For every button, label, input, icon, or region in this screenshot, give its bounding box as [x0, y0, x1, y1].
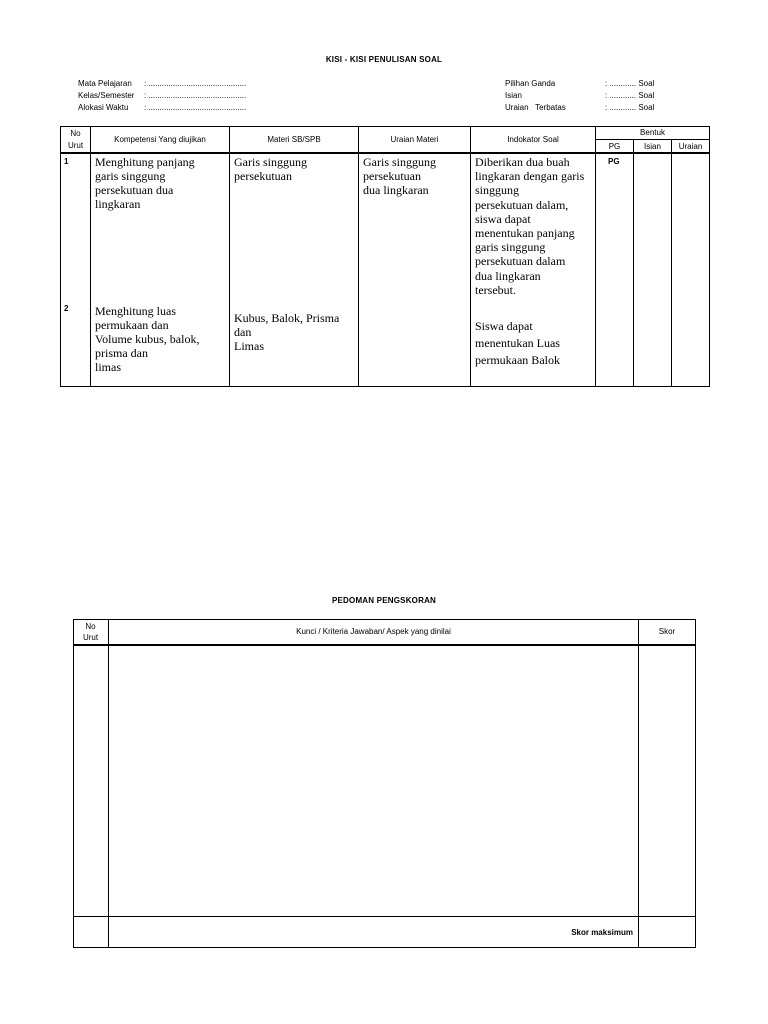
info-uraian-terbatas	[505, 102, 654, 114]
info-mata-pelajaran	[78, 78, 246, 90]
header-isian: Isian	[644, 142, 661, 151]
info-value: : ............................................	[144, 79, 247, 88]
pedoman-title: PEDOMAN PENGSKORAN	[331, 596, 437, 605]
row-1-indikator: Diberikan dua buah lingkaran dengan garis singgung persekutuan dalam, siswa dapat menentukan panjang garis singgung persekutuan dalam dua lingkaran tersebut.	[475, 155, 585, 297]
table-col-line	[633, 139, 634, 387]
pedoman-col-line	[638, 619, 639, 948]
info-kelas-semester	[78, 90, 246, 102]
info-label: Alokasi Waktu	[78, 103, 129, 112]
pedoman-header-kunci: Kunci / Kriteria Jawaban/ Aspek yang dinilai	[296, 627, 451, 636]
info-alokasi-waktu	[78, 102, 246, 114]
header-uraian-materi: Uraian Materi	[390, 135, 439, 144]
row-1-uraian-materi: Garis singgung persekutuan dua lingkaran	[363, 155, 436, 197]
table-border-top	[60, 126, 710, 127]
header-no-urut: No Urut	[67, 129, 84, 150]
pedoman-col-line	[695, 619, 696, 948]
table-col-line	[229, 126, 230, 387]
row-1-materi: Garis singgung persekutuan	[234, 155, 307, 183]
pedoman-header-skor: Skor	[658, 627, 676, 636]
table-col-line	[595, 126, 596, 387]
row-2-kompetensi: Menghitung luas permukaan dan Volume kubus, balok, prisma dan limas	[95, 304, 200, 374]
info-isian	[505, 90, 654, 102]
pedoman-border-top	[73, 619, 696, 620]
info-label: Kelas/Semester	[78, 91, 135, 100]
table-col-line	[358, 126, 359, 387]
row-2-no: 2	[64, 304, 69, 313]
info-label: Isian	[505, 91, 522, 100]
table-col-line	[470, 126, 471, 387]
skor-maksimum-label: Skor maksimum	[571, 928, 633, 937]
header-kompetensi: Kompetensi Yang diujikan	[114, 135, 206, 144]
info-label: Uraian Terbatas	[505, 103, 566, 112]
pedoman-header-bottom	[73, 644, 696, 646]
header-pg: PG	[608, 142, 621, 151]
info-pilihan-ganda	[505, 78, 654, 90]
header-uraian: Uraian	[678, 142, 703, 151]
info-label: Pilihan Ganda	[505, 79, 556, 88]
row-1-no: 1	[64, 157, 69, 166]
pedoman-header-no-urut: No Urut	[82, 622, 99, 642]
pedoman-col-line	[73, 619, 74, 948]
header-materi: Materi SB/SPB	[267, 135, 321, 144]
info-value: : ............................................	[144, 103, 247, 112]
row-2-indikator: Siswa dapat menentukan Luas permukaan Balok	[475, 319, 560, 367]
pedoman-border-bottom	[73, 947, 696, 948]
table-col-line	[709, 126, 710, 387]
info-value: : ............................................	[144, 91, 247, 100]
table-col-line	[90, 126, 91, 387]
table-col-line	[671, 139, 672, 387]
info-value: : ............ Soal	[605, 79, 655, 88]
header-bentuk: Bentuk	[640, 128, 665, 137]
pedoman-footer-top	[73, 916, 696, 917]
header-indikator: Indokator Soal	[507, 135, 559, 144]
table-bentuk-divider	[595, 139, 710, 140]
info-value: : ............ Soal	[605, 91, 655, 100]
table-header-bottom	[60, 152, 710, 154]
info-value: : ............ Soal	[605, 103, 655, 112]
row-1-kompetensi: Menghitung panjang garis singgung persekutuan dua lingkaran	[95, 155, 195, 211]
table-col-line	[60, 126, 61, 387]
row-2-materi: Kubus, Balok, Prisma dan Limas	[234, 311, 340, 353]
table-border-bottom	[60, 386, 710, 387]
kisi-title: KISI - KISI PENULISAN SOAL	[325, 55, 443, 64]
row-1-pg: PG	[608, 157, 620, 166]
info-label: Mata Pelajaran	[78, 79, 132, 88]
pedoman-col-line	[108, 619, 109, 948]
